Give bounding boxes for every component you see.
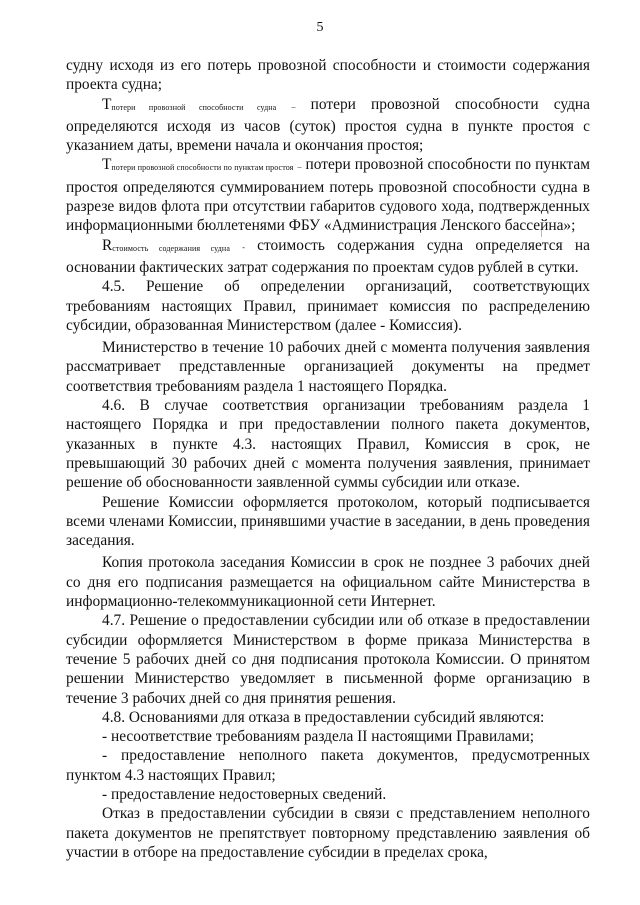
paragraph: судну исходя из его потерь провозной способности и стоимости содержания проекта судна; (66, 57, 590, 94)
paragraph: Министерство в течение 10 рабочих дней с момента получения заявления рассматривает представленные организацией документы на предмет соответствия требованиям раздела 1 настоящего Порядка. (66, 339, 590, 395)
list-item: - предоставление неполного пакета документов, предусмотренных пунктом 4.3 настоящих Правил; (66, 747, 590, 784)
formula-symbol: R (102, 236, 113, 254)
page-number: 5 (316, 20, 324, 35)
formula-dash: – (297, 162, 302, 172)
formula-definition-paragraph (66, 95, 590, 156)
paragraph: Отказ в предоставлении субсидии в связи с представлением неполного пакета документов не препятствует повторному представлению заявления об участии в отборе на предоставление субсидии в пределах срока, (66, 805, 590, 861)
formula-definition-paragraph (66, 236, 590, 278)
formula-subscript: потери провозной способности судна (111, 102, 277, 112)
formula-subscript: стоимость содержания судна (112, 243, 230, 253)
paragraph: стоимость содержания судна определяется на основании фактических затрат содержания по проектам судов рублей в сутки. (66, 236, 590, 276)
document-body (66, 56, 590, 862)
paragraph: 4.6. В случае соответствия организации требованиям раздела 1 настоящего Порядка и при предоставлении полного пакета документов, указанных в пункте 4.3. настоящих Правил, Комиссия в срок, не превышающий 30 рабочих дней с момента получения заявления, принимает решение об обоснованности заявленной суммы субсидии или отказе. (66, 397, 590, 492)
formula-definition-paragraph (66, 155, 590, 235)
formula-dash: – (291, 101, 296, 111)
list-item: - предоставление недостоверных сведений. (102, 785, 387, 803)
paragraph: 4.7. Решение о предоставлении субсидии или об отказе в предоставлении субсидии оформляется Министерством в форме приказа Министерства в течение 5 рабочих дней со дня подписания протокола Комиссии. О принятом решении Министерство уведомляет в письменной форме организацию в течение 3 рабочих дней со дня принятия решения. (66, 612, 590, 707)
paragraph: потери провозной способности судна определяются исходя из часов (суток) простоя судна в пункте простоя с указанием даты, времени начала и окончания простоя; (66, 95, 590, 155)
formula-symbol: Т (102, 156, 112, 174)
formula-symbol: Т (102, 95, 112, 113)
paragraph: потери провозной способности по пунктам простоя определяются суммированием потерь провозной способности судна в разрезе видов флота при отсутствии габаритов судового хода, подтвержденных информационными бюллетенями ФБУ «Администрация Ленского бассейна»; (66, 156, 590, 235)
paragraph: Решение Комиссии оформляется протоколом, который подписывается всеми членами Комиссии, принявшими участие в заседании, в день проведения заседания. (66, 493, 590, 550)
formula-subscript: потери провозной способности по пунктам простоя (111, 163, 294, 173)
formula-dash: - (242, 242, 245, 252)
list-item: - несоответствие требованиям раздела II настоящими Правилами; (102, 728, 534, 746)
paragraph: 4.5. Решение об определении организаций, соответствующих требованиям настоящих Правил, принимает комиссия по распределению субсидии, образованная Министерством (далее - Комиссия). (66, 278, 590, 334)
paragraph: 4.8. Основаниями для отказа в предоставлении субсидий являются: (102, 708, 545, 726)
paragraph: Копия протокола заседания Комиссии в срок не позднее 3 рабочих дней со дня его подписания размещается на официальном сайте Министерства в информационно-телекоммуникационной сети Интернет. (66, 554, 590, 611)
